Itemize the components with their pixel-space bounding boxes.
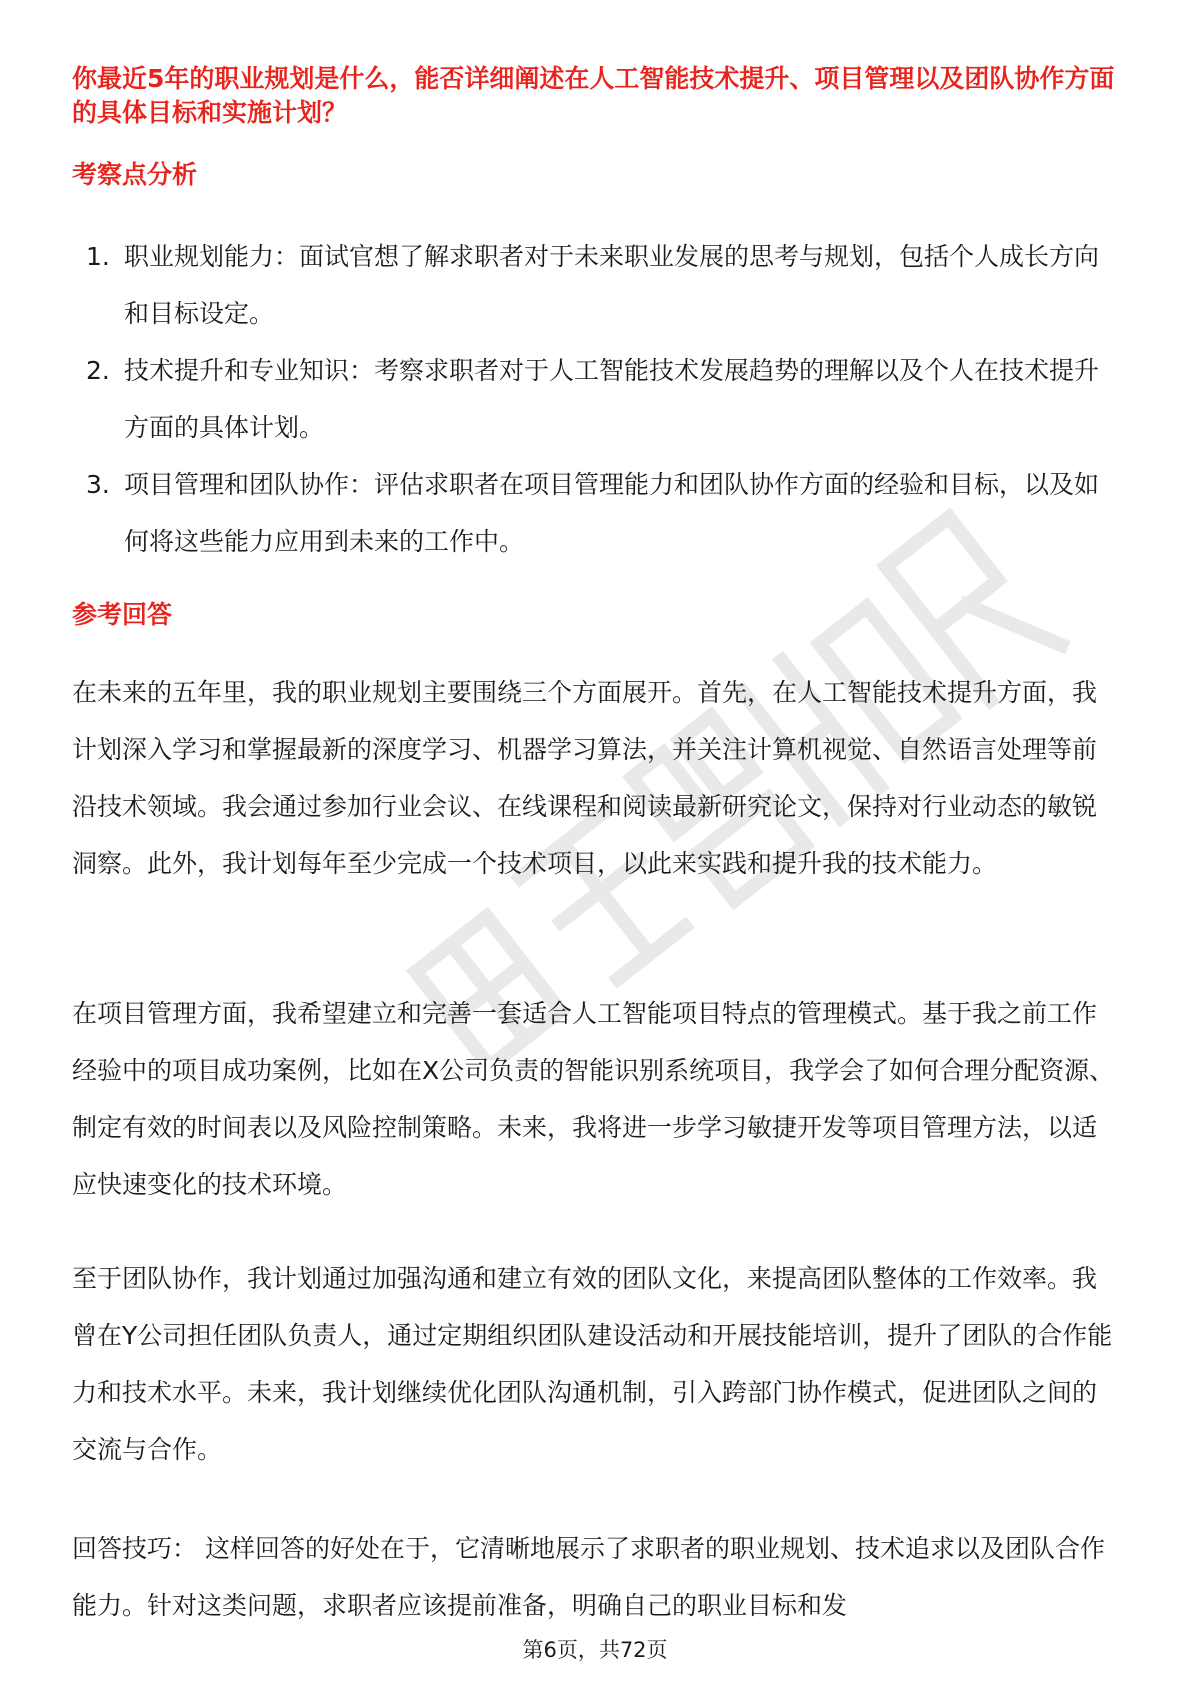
list-item-text: 技术提升和专业知识：考察求职者对于人工智能技术发展趋势的理解以及个人在技术提升方面的具体计划。: [124, 356, 1100, 442]
answer-tips-paragraph: 回答技巧： 这样回答的好处在于，它清晰地展示了求职者的职业规划、技术追求以及团队合作能力。针对这类问题，求职者应该提前准备，明确自己的职业目标和发: [72, 1534, 1105, 1620]
list-item-number: 3.: [86, 470, 110, 499]
interview-question: 你最近5年的职业规划是什么，能否详细阐述在人工智能技术提升、项目管理以及团队协作方面的具体目标和实施计划？: [72, 64, 1115, 127]
answer-paragraph: 至于团队协作，我计划通过加强沟通和建立有效的团队文化，来提高团队整体的工作效率。我曾在Y公司担任团队负责人，通过定期组织团队建设活动和开展技能培训，提升了团队的合作能力和技术水平。未来，我计划继续优化团队沟通机制，引入跨部门协作模式，促进团队之间的交流与合作。: [72, 1264, 1113, 1464]
analysis-heading: 考察点分析: [72, 160, 198, 189]
list-item-text: 职业规划能力：面试官想了解求职者对于未来职业发展的思考与规划，包括个人成长方向和目标设定。: [124, 242, 1100, 328]
list-item: [72, 456, 1122, 570]
answer-heading: 参考回答: [72, 600, 173, 629]
list-item-number: 1.: [86, 242, 110, 271]
list-item-number: 2.: [86, 356, 110, 385]
list-item: [72, 342, 1122, 456]
answer-paragraph: 在未来的五年里，我的职业规划主要围绕三个方面展开。首先，在人工智能技术提升方面，我计划深入学习和掌握最新的深度学习、机器学习算法，并关注计算机视觉、自然语言处理等前沿技术领域。我会通过参加行业会议、在线课程和阅读最新研究论文，保持对行业动态的敏锐洞察。此外，我计划每年至少完成一个技术项目，以此来实践和提升我的技术能力。: [72, 678, 1098, 878]
list-item: [72, 228, 1122, 342]
analysis-list: [72, 228, 1122, 570]
answer-paragraph: 在项目管理方面，我希望建立和完善一套适合人工智能项目特点的管理模式。基于我之前工作经验中的项目成功案例，比如在X公司负责的智能识别系统项目，我学会了如何合理分配资源、制定有效的时间表以及风险控制策略。未来，我将进一步学习敏捷开发等项目管理方法，以适应快速变化的技术环境。: [72, 999, 1115, 1199]
list-item-text: 项目管理和团队协作：评估求职者在项目管理能力和团队协作方面的经验和目标，以及如何将这些能力应用到未来的工作中。: [124, 470, 1100, 556]
page-number: 第6页，共72页: [522, 1638, 668, 1662]
